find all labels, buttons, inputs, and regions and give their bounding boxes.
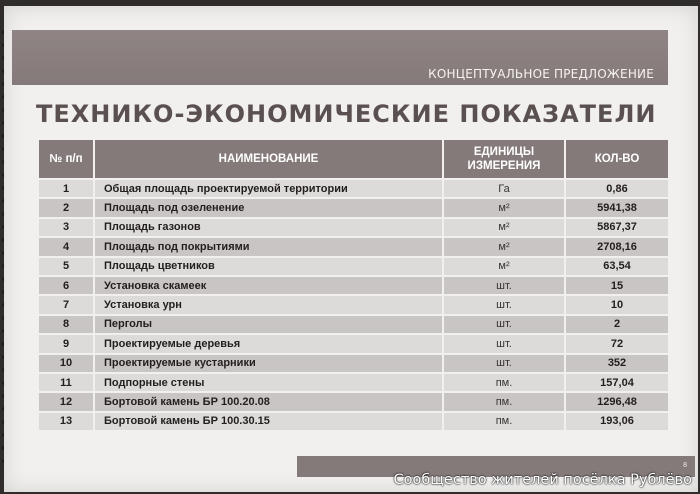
section-label: КОНЦЕПТУАЛЬНОЕ ПРЕДЛОЖЕНИЕ [428, 67, 654, 81]
row-name: Проектируемые деревья [93, 335, 442, 352]
column-header-num: № п/п [39, 140, 93, 178]
row-unit: шт. [442, 335, 564, 352]
row-name: Площадь газонов [93, 219, 442, 236]
row-unit: шт. [442, 355, 564, 372]
table-row [39, 238, 668, 255]
row-quantity: 157,04 [564, 374, 668, 391]
row-number: 7 [39, 296, 93, 313]
row-name: Площадь под покрытиями [93, 238, 442, 255]
row-name: Установка урн [93, 296, 442, 313]
section-header-band [12, 30, 668, 85]
table-row [39, 199, 668, 216]
row-quantity: 0,86 [564, 180, 668, 197]
table-header-row [39, 140, 668, 178]
table-body [39, 180, 668, 430]
row-quantity: 63,54 [564, 258, 668, 275]
row-name: Проектируемые кустарники [93, 355, 442, 372]
row-name: Перголы [93, 316, 442, 333]
indicators-table [39, 138, 668, 432]
row-name: Подпорные стены [93, 374, 442, 391]
page-number: 8 [683, 462, 687, 469]
row-unit: м² [442, 258, 564, 275]
watermark-caption: Сообщество жителей посёлка Рублёво [393, 472, 692, 488]
row-number: 13 [39, 413, 93, 430]
row-quantity: 1296,48 [564, 393, 668, 410]
row-unit: шт. [442, 277, 564, 294]
row-unit: пм. [442, 374, 564, 391]
row-number: 2 [39, 199, 93, 216]
row-number: 6 [39, 277, 93, 294]
row-quantity: 2708,16 [564, 238, 668, 255]
row-unit: м² [442, 238, 564, 255]
column-header-qty: КОЛ-ВО [564, 140, 668, 178]
row-quantity: 5867,37 [564, 219, 668, 236]
row-name: Площадь под озеленение [93, 199, 442, 216]
column-header-name: НАИМЕНОВАНИЕ [93, 140, 442, 178]
row-unit: шт. [442, 296, 564, 313]
row-unit: Га [442, 180, 564, 197]
table-row [39, 335, 668, 352]
table-row [39, 219, 668, 236]
table-row [39, 296, 668, 313]
row-unit: м² [442, 199, 564, 216]
table-row [39, 316, 668, 333]
table-row [39, 277, 668, 294]
row-name: Установка скамеек [93, 277, 442, 294]
row-quantity: 10 [564, 296, 668, 313]
table-row [39, 355, 668, 372]
row-number: 5 [39, 258, 93, 275]
row-number: 3 [39, 219, 93, 236]
row-name: Бортовой камень БР 100.30.15 [93, 413, 442, 430]
row-quantity: 15 [564, 277, 668, 294]
row-number: 12 [39, 393, 93, 410]
row-unit: пм. [442, 413, 564, 430]
row-name: Общая площадь проектируемой территории [93, 180, 442, 197]
row-number: 10 [39, 355, 93, 372]
table-row [39, 258, 668, 275]
row-quantity: 5941,38 [564, 199, 668, 216]
page-title: ТЕХНИКО-ЭКОНОМИЧЕСКИЕ ПОКАЗАТЕЛИ [36, 100, 657, 128]
row-number: 11 [39, 374, 93, 391]
row-unit: шт. [442, 316, 564, 333]
row-quantity: 352 [564, 355, 668, 372]
column-header-unit: ЕДИНИЦЫ ИЗМЕРЕНИЯ [442, 140, 564, 178]
row-number: 4 [39, 238, 93, 255]
row-name: Площадь цветников [93, 258, 442, 275]
row-quantity: 2 [564, 316, 668, 333]
table-row [39, 393, 668, 410]
row-unit: м² [442, 219, 564, 236]
table-row [39, 374, 668, 391]
row-number: 8 [39, 316, 93, 333]
row-number: 1 [39, 180, 93, 197]
table-row [39, 180, 668, 197]
table-row [39, 413, 668, 430]
row-name: Бортовой камень БР 100.20.08 [93, 393, 442, 410]
row-number: 9 [39, 335, 93, 352]
row-quantity: 72 [564, 335, 668, 352]
row-unit: пм. [442, 393, 564, 410]
row-quantity: 193,06 [564, 413, 668, 430]
